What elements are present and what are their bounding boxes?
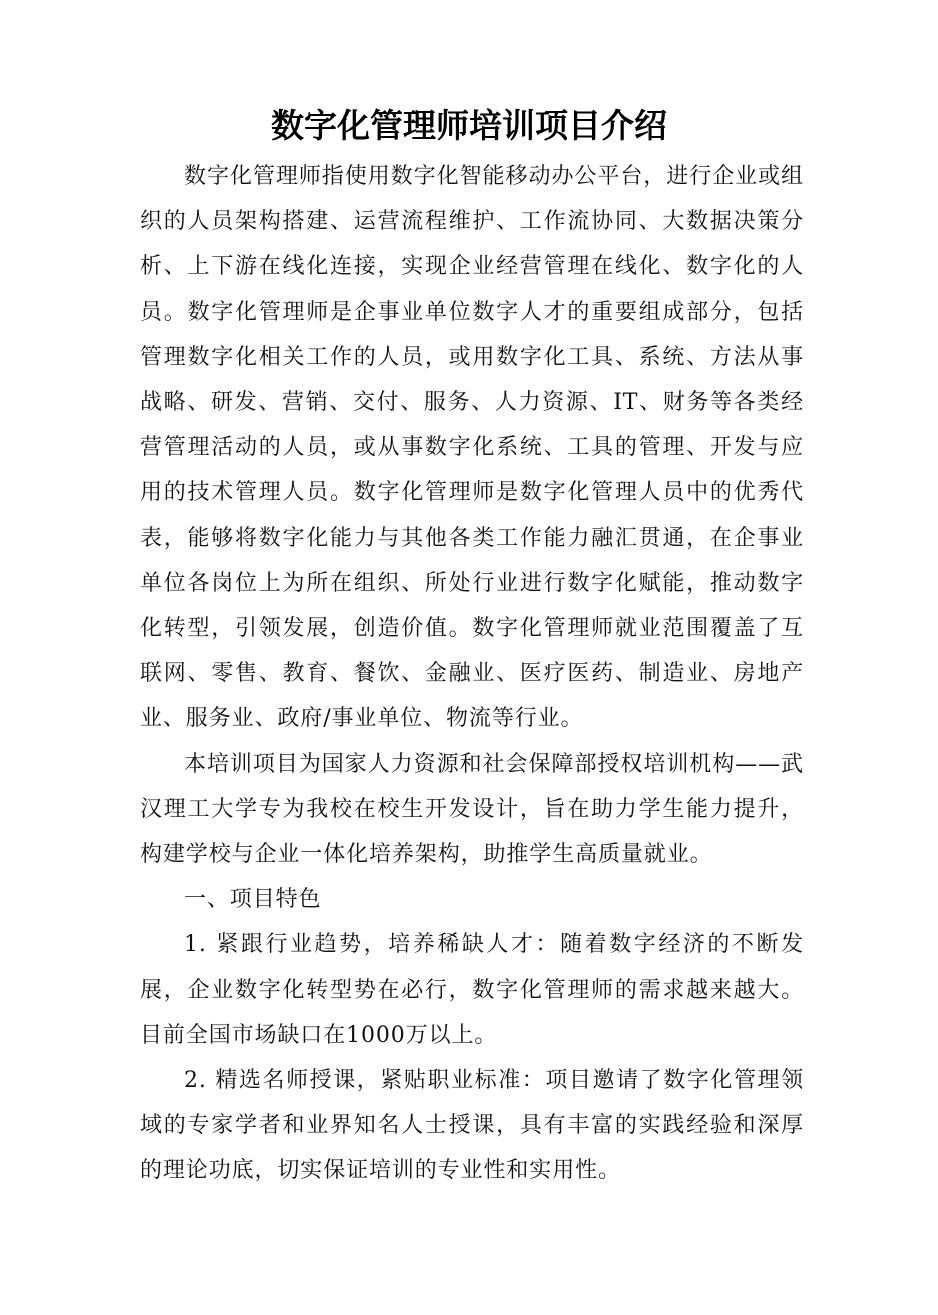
- intro-paragraph: 数字化管理师指使用数字化智能移动办公平台，进行企业或组织的人员架构搭建、运营流程维护、工作流协同、大数据决策分析、上下游在线化连接，实现企业经营管理在线化、数字化的人员。数字化管理师是企事业单位数字人才的重要组成部分，包括管理数字化相关工作的人员，或用数字化工具、系统、方法从事战略、研发、营销、交付、服务、人力资源、IT、财务等各类经营管理活动的人员，或从事数字化系统、工具的管理、开发与应用的技术管理人员。数字化管理师是数字化管理人员中的优秀代表，能够将数字化能力与其他各类工作能力融汇贯通，在企事业单位各岗位上为所在组织、所处行业进行数字化赋能，推动数字化转型，引领发展，创造价值。数字化管理师就业范围覆盖了互联网、零售、教育、餐饮、金融业、医疗医药、制造业、房地产业、服务业、政府/事业单位、物流等行业。: [140, 164, 804, 732]
- program-paragraph: 本培训项目为国家人力资源和社会保障部授权培训机构——武汉理工大学专为我校在校生开发设计，旨在助力学生能力提升，构建学校与企业一体化培养架构，助推学生高质量就业。: [140, 751, 804, 868]
- feature-item-2: 2. 精选名师授课，紧贴职业标准：项目邀请了数字化管理领域的专家学者和业界知名人士授课，具有丰富的实践经验和深厚的理论功底，切实保证培训的专业性和实用性。: [140, 1068, 804, 1184]
- document-body: [140, 154, 804, 1194]
- section-heading: 一、项目特色: [184, 887, 322, 913]
- feature-item-1: 1. 紧跟行业趋势，培养稀缺人才：随着数字经济的不断发展，企业数字化转型势在必行，数字化管理师的需求越来越大。目前全国市场缺口在1000万以上。: [140, 932, 804, 1048]
- document-title: 数字化管理师培训项目介绍: [271, 106, 667, 145]
